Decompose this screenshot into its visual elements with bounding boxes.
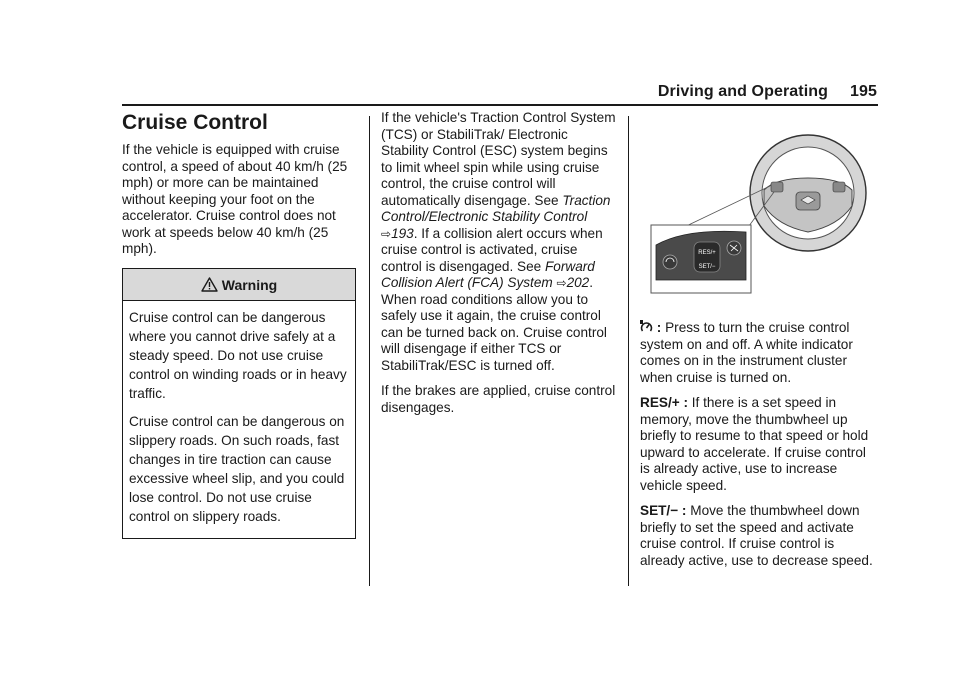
xref-page-193[interactable]: 193 — [391, 225, 414, 241]
header-rule — [122, 104, 878, 106]
warning-paragraph-1: Cruise control can be dangerous where you cannot drive safely at a steady speed. Do not use cruise control on winding roads or in heavy traffic. — [129, 310, 347, 401]
control-item-cruise: : Press to turn the cruise control system on and off. A white indicator comes on in the instrument cluster when cruise is turned on. — [640, 320, 853, 385]
header-page-number: 195 — [850, 83, 877, 100]
section-title: Cruise Control — [122, 111, 268, 134]
traction-paragraph: If the vehicle's Traction Control System (TCS) or StabiliTrak/ Electronic Stability Control (ESC) system begins to limit wheel spin while using cruise control, the cruise control will automatically disengage. See Traction Control/Electronic Stability Control ⇨193. If a collision alert occurs when cruise control is activated, cruise control is disengaged. See Forward Collision Alert (FCA) System ⇨202. When road conditions allow you to safely use it again, the cruise control can be turned back on. Cruise control will disengage if either TCS or StabiliTrak/ESC is turned off. — [381, 110, 616, 373]
xref-forward-collision-alert[interactable]: Forward Collision Alert (FCA) System — [381, 258, 595, 290]
warning-body — [123, 301, 355, 538]
column-divider-1 — [369, 116, 370, 586]
column-3 — [640, 320, 878, 578]
xref-arrow-icon: ⇨ — [556, 276, 567, 290]
page-header — [632, 83, 877, 101]
warning-box — [122, 268, 356, 540]
brakes-paragraph: If the brakes are applied, cruise control disengages. — [381, 383, 616, 415]
control-item-res: RES/+ : If there is a set speed in memory, move the thumbwheel up briefly to resume to that speed or hold upward to accelerate. If cruise control is already active, use to increase vehicle speed. — [640, 395, 869, 493]
xref-traction-control[interactable]: Traction Control/Electronic Stability Control — [381, 192, 611, 224]
res-label: RES/+ — [698, 250, 716, 256]
xref-arrow-icon: ⇨ — [381, 226, 392, 241]
steering-wheel-illustration — [646, 130, 881, 295]
column-1 — [122, 110, 356, 539]
column-2 — [381, 110, 617, 425]
set-label: SET/− — [698, 264, 716, 270]
warning-label: Warning — [221, 276, 278, 293]
intro-paragraph: If the vehicle is equipped with cruise control, a speed of about 40 km/h (25 mph) or more can be maintained without keeping your foot on the accelerator. Cruise control does not work at speeds below 40 km/h (25 mph). — [122, 142, 348, 256]
cruise-control-icon — [640, 320, 653, 334]
control-item-set: SET/− : Move the thumbwheel down briefly to set the speed and activate cruise control. If cruise control is already active, use to decrease speed. — [640, 503, 873, 568]
xref-page-202[interactable]: 202 — [566, 275, 590, 290]
warning-header — [123, 269, 355, 302]
warning-paragraph-2: Cruise control can be dangerous on slippery roads. On such roads, fast changes in tire traction can cause excessive wheel slip, and you could lose control. Do not use cruise control on slippery roads. — [129, 414, 345, 524]
header-section-title: Driving and Operating — [657, 83, 828, 100]
column-divider-2 — [628, 116, 629, 586]
warning-triangle-icon — [201, 277, 218, 292]
